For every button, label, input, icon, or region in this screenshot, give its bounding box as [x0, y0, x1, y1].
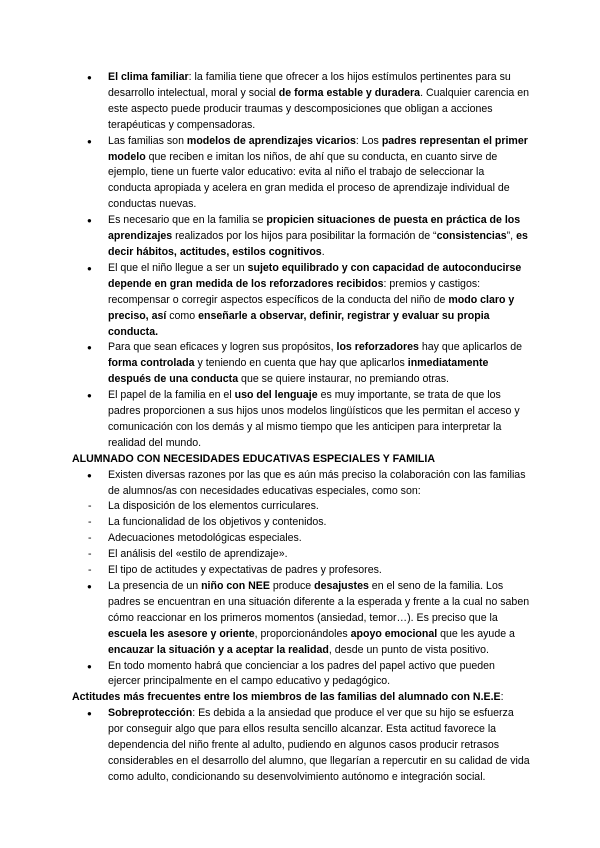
text: Adecuaciones metodológicas especiales.	[108, 532, 302, 545]
bullet-list-item	[72, 388, 530, 452]
text: : la familia tiene que ofrecer a los hijos estímulos pertinentes para su desarrollo intelectual, moral y social	[108, 71, 511, 99]
dash-list-item	[72, 515, 530, 531]
attitudes-heading-colon: :	[500, 691, 504, 704]
bold-text: El clima familiar	[108, 71, 189, 83]
section-heading-attitudes	[72, 690, 530, 706]
bold-text: los reforzadores	[336, 341, 419, 354]
text: Existen diversas razones por las que es aún más preciso la colaboración con las familias de alumnos/as con necesidades educativas especiales, como son:	[108, 468, 526, 497]
text: , proporcionándoles	[254, 627, 351, 640]
text: Para que sean eficaces y logren sus propósitos,	[108, 341, 337, 354]
bullet-list-item	[72, 261, 530, 341]
bullet-list-item	[72, 70, 530, 134]
bold-text: propicien situaciones de puesta en práctica de los aprendizajes	[108, 214, 521, 243]
bold-text: forma controlada	[108, 357, 195, 370]
document-content	[72, 70, 530, 786]
dash-list-item	[72, 531, 530, 547]
bold-text: desajustes	[314, 580, 369, 592]
text: : premios y castigos: recompensar o corregir aspectos específicos de la conducta del niño de	[108, 277, 481, 306]
bold-text: niño con NEE	[201, 580, 270, 592]
text: El papel de la familia en el	[108, 389, 235, 402]
dash-list-item	[72, 547, 530, 563]
bullet-list-item	[72, 134, 530, 214]
text: hay que aplicarlos de	[418, 341, 522, 354]
bold-text: consistencias	[436, 230, 507, 243]
text: que reciben e imitan los niños, de ahí que su conducta, en cuanto sirve de ejemplo, tiene un fuerte valor educativo: evita al niño el trabajo de seleccionar la conducta apropiada y acelera en gran medida el proceso de aprendizaje individual de conductas nuevas.	[108, 150, 510, 211]
text: : Es debida a la ansiedad que produce el ver que su hijo se esfuerza por conseguir algo que para ellos resulta sencillo alcanzar. Esta actitud favorece la dependencia del niño frente al adulto, pudiendo en algunos casos producir retrasos considerables en el desarrollo del alumno, que llegarían a repercutir en su calidad de vida como adulto, condicionando su desenvolvimiento autónomo e integración social.	[108, 707, 530, 783]
text: La funcionalidad de los objetivos y contenidos.	[108, 516, 327, 529]
bold-text: sujeto equilibrado y con capacidad de autoconducirse depende en gran medida de los reforzadores recibidos	[108, 261, 522, 290]
text: produce	[269, 580, 315, 592]
bold-text: de forma estable y duradera	[278, 86, 421, 99]
text: Las familias son	[108, 134, 187, 147]
bullet-list-item	[72, 213, 530, 261]
bold-text: modo claro y preciso, así	[108, 293, 515, 322]
text: La disposición de los elementos curriculares.	[108, 500, 319, 513]
text: La presencia de un	[108, 580, 202, 592]
dash-list-item	[72, 499, 530, 515]
attitudes-list	[72, 706, 530, 786]
bold-text: inmediatamente después de una conducta	[108, 357, 489, 386]
text: En todo momento habrá que concienciar a los padres del papel activo que pueden ejercer principalmente en el campo educativo y pedagógico.	[108, 659, 495, 688]
bullet-list-item	[72, 706, 530, 786]
text: realizados por los hijos para posibilitar la formación de “	[172, 230, 437, 243]
bold-text: enseñarle a observar, definir, registrar y evaluar su propia conducta.	[108, 309, 490, 338]
bold-text: apoyo emocional	[350, 627, 438, 640]
text: . Cualquier carencia en este aspecto puede producir traumas y descomposiciones que obligan a acciones terapéuticas y compensadoras.	[108, 86, 530, 131]
text: Es necesario que en la familia se	[108, 214, 267, 227]
text: ”,	[506, 230, 517, 243]
family-role-list	[72, 70, 530, 452]
text: , desde un punto de vista positivo.	[328, 643, 490, 656]
text: que les ayude a	[437, 627, 515, 640]
section-heading-nee: ALUMNADO CON NECESIDADES EDUCATIVAS ESPECIALES Y FAMILIA	[72, 452, 435, 465]
text: y teniendo en cuenta que hay que aplicarlos	[194, 357, 408, 370]
text: El tipo de actitudes y expectativas de padres y profesores.	[108, 564, 382, 577]
text: .	[321, 245, 325, 258]
bullet-list-item	[72, 579, 530, 659]
text: como	[166, 309, 199, 322]
bold-text: encauzar la situación y a aceptar la realidad	[108, 643, 329, 656]
bold-text: escuela les asesore y oriente	[108, 627, 255, 640]
text: : Los	[355, 134, 382, 147]
bold-text: uso del lenguaje	[234, 389, 318, 402]
text: que se quiere instaurar, no premiando otras.	[238, 373, 449, 386]
bullet-list-item	[72, 468, 530, 500]
text: El que el niño llegue a ser un	[108, 261, 248, 274]
text: es muy importante, se trata de que los padres proporcionen a sus hijos unos modelos lingüísticos que les permitan el acceso y comunicación con los demás y al mismo tiempo que les anticipen para interpretar la realidad del mundo.	[108, 389, 520, 449]
bullet-list-item	[72, 340, 530, 388]
bold-text: modelos de aprendizajes vicarios	[186, 134, 356, 147]
bullet-list-item	[72, 659, 530, 691]
bold-text: padres representan el primer modelo	[108, 134, 528, 163]
text: en el seno de la familia. Los padres se encuentran en una situación diferente a la esperada y frente a la cual no saben cómo reaccionar en los primeros momentos (ansiedad, temor…). Es preciso que la	[108, 580, 530, 624]
text: El análisis del «estilo de aprendizaje».	[108, 548, 288, 561]
dash-list-item	[72, 563, 530, 579]
bold-text: es decir hábitos, actitudes, estilos cognitivos	[108, 230, 528, 258]
nee-family-list	[72, 468, 530, 691]
attitudes-heading-text: Actitudes más frecuentes entre los miembros de las familias del alumnado con N.E.E	[72, 691, 501, 704]
bold-text: Sobreprotección	[108, 707, 193, 720]
